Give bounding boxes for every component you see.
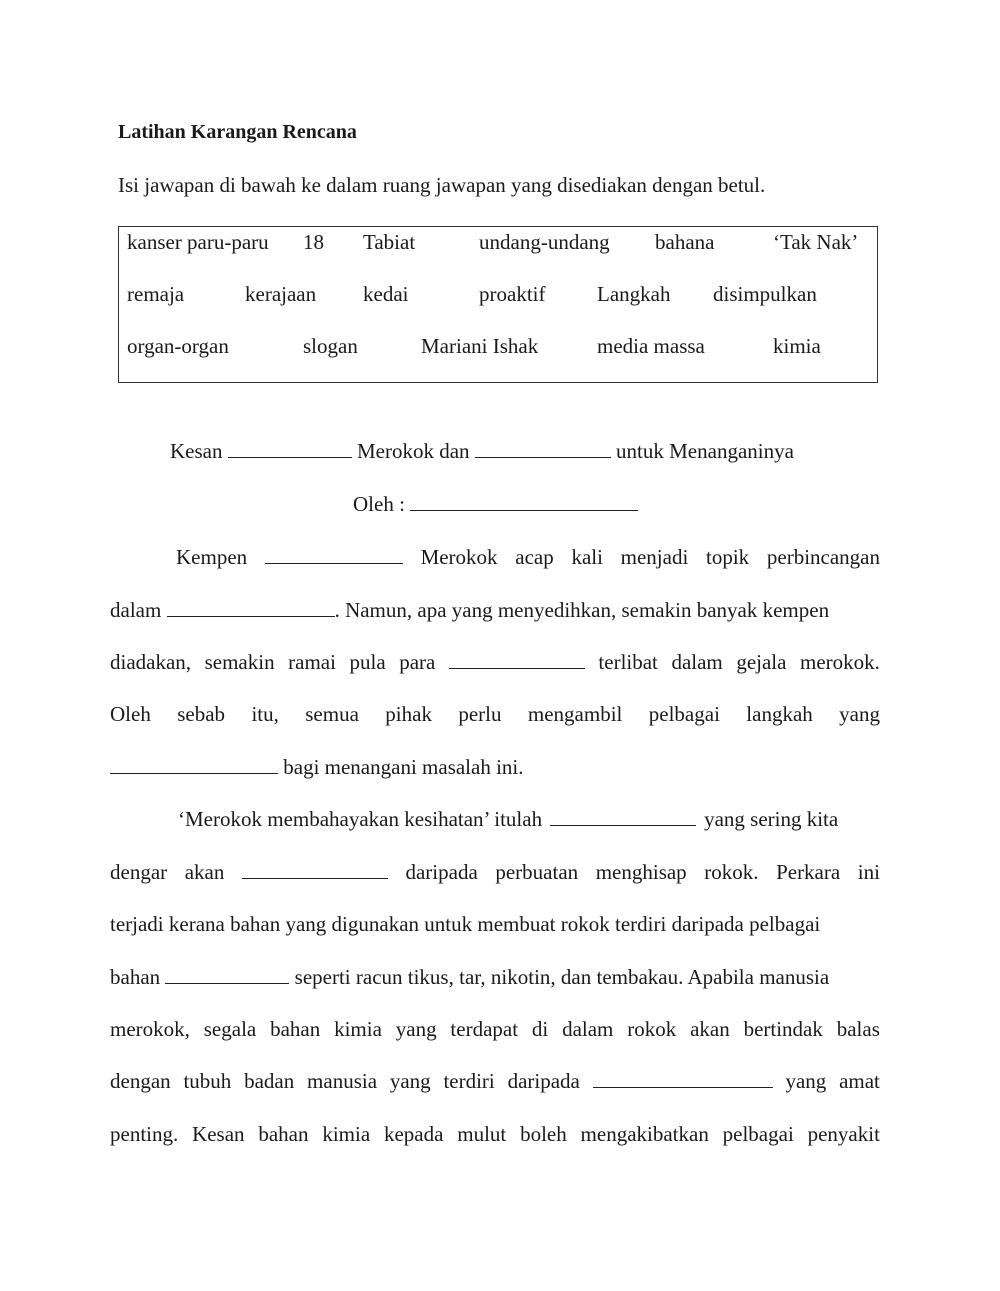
text-word: tubuh xyxy=(183,1069,232,1093)
text-word: amat xyxy=(839,1069,880,1093)
text-word: yang xyxy=(839,702,880,726)
text-word: penting. xyxy=(110,1122,179,1146)
word-option[interactable]: slogan xyxy=(303,334,358,358)
text-word: acap xyxy=(515,545,554,569)
text-word: perbuatan xyxy=(495,860,579,884)
text-segment: bahan xyxy=(110,965,161,989)
paragraph-line xyxy=(110,597,829,623)
text-word: kimia xyxy=(322,1122,371,1146)
paragraph-line xyxy=(176,544,880,570)
paragraph-line xyxy=(110,859,880,885)
word-bank-box xyxy=(118,226,878,383)
text-word: merokok, xyxy=(110,1017,190,1041)
text-word: ramai xyxy=(288,650,336,674)
word-option[interactable]: 18 xyxy=(303,230,324,254)
text-word: merokok. xyxy=(800,650,880,674)
text-word: pula xyxy=(349,650,386,674)
text-word: ini xyxy=(857,860,880,884)
answer-blank[interactable] xyxy=(265,544,403,564)
word-option[interactable]: kedai xyxy=(363,282,409,306)
text-word: Oleh xyxy=(110,702,151,726)
word-option[interactable]: remaja xyxy=(127,282,185,306)
text-segment: terjadi kerana bahan yang digunakan untuk membuat rokok terdiri daripada pelbagai xyxy=(110,912,821,936)
word-option[interactable]: kerajaan xyxy=(245,282,317,306)
text-word: langkah xyxy=(746,702,813,726)
text-word: kepada xyxy=(383,1122,444,1146)
text-word: sebab xyxy=(177,702,226,726)
text-word: boleh xyxy=(520,1122,567,1146)
essay-heading xyxy=(170,438,794,464)
paragraph-line xyxy=(110,649,880,675)
answer-blank[interactable] xyxy=(228,438,352,458)
text-word: mengakibatkan xyxy=(580,1122,709,1146)
answer-blank[interactable] xyxy=(550,806,696,826)
text-word: dalam xyxy=(671,650,723,674)
answer-blank[interactable] xyxy=(449,649,585,669)
word-option[interactable]: kanser paru-paru xyxy=(127,230,269,254)
word-option[interactable]: ‘Tak Nak’ xyxy=(773,230,859,254)
text-word: di xyxy=(531,1017,549,1041)
word-option[interactable]: Tabiat xyxy=(363,230,416,254)
worksheet-title: Latihan Karangan Rencana xyxy=(118,121,357,143)
text-word: gejala xyxy=(736,650,787,674)
text-segment: dalam xyxy=(110,598,162,622)
paragraph-line xyxy=(110,911,820,937)
word-option[interactable]: undang-undang xyxy=(479,230,610,254)
text-word: akan xyxy=(184,860,225,884)
text-word: manusia xyxy=(307,1069,378,1093)
heading-text: Merokok dan xyxy=(356,439,470,463)
text-word: semua xyxy=(305,702,359,726)
text-word: dalam xyxy=(562,1017,614,1041)
text-word: rokok xyxy=(627,1017,677,1041)
paragraph-line xyxy=(110,701,880,727)
paragraph-line xyxy=(110,964,829,990)
text-word: dengar xyxy=(110,860,168,884)
word-option[interactable]: organ-organ xyxy=(127,334,229,358)
text-word: topik xyxy=(706,545,750,569)
paragraph-line xyxy=(178,806,880,832)
text-word: mengambil xyxy=(527,702,623,726)
answer-blank[interactable] xyxy=(242,859,388,879)
answer-blank[interactable] xyxy=(165,964,289,984)
text-word: semakin xyxy=(204,650,275,674)
text-segment: yang sering kita xyxy=(704,807,839,831)
heading-text: Kesan xyxy=(170,439,223,463)
text-word: kali xyxy=(571,545,603,569)
paragraph-line xyxy=(110,1068,880,1094)
text-word: menjadi xyxy=(620,545,689,569)
text-word: diadakan, xyxy=(110,650,192,674)
text-word: bahan xyxy=(258,1122,309,1146)
text-word: Merokok xyxy=(420,545,498,569)
text-word: itu, xyxy=(251,702,279,726)
text-word: yang xyxy=(395,1017,437,1041)
word-option[interactable]: proaktif xyxy=(479,282,546,306)
text-word: penyakit xyxy=(807,1122,880,1146)
text-word: pihak xyxy=(385,702,432,726)
text-word: perbincangan xyxy=(766,545,880,569)
text-word: terlibat xyxy=(598,650,658,674)
text-word: terdapat xyxy=(450,1017,519,1041)
text-word: para xyxy=(399,650,436,674)
answer-blank[interactable] xyxy=(410,491,638,511)
text-word: Kempen xyxy=(176,545,248,569)
answer-blank[interactable] xyxy=(167,597,335,617)
text-word: akan xyxy=(690,1017,730,1041)
word-option[interactable]: media massa xyxy=(597,334,705,358)
word-option[interactable]: disimpulkan xyxy=(713,282,817,306)
paragraph-line xyxy=(110,1016,880,1042)
answer-blank[interactable] xyxy=(475,438,611,458)
answer-blank[interactable] xyxy=(593,1068,773,1088)
byline-label: Oleh : xyxy=(353,492,405,516)
text-word: pelbagai xyxy=(722,1122,794,1146)
text-word: badan xyxy=(244,1069,295,1093)
text-word: mulut xyxy=(457,1122,507,1146)
heading-text: untuk Menanganinya xyxy=(616,439,794,463)
text-word: segala xyxy=(203,1017,257,1041)
text-word: bahan xyxy=(270,1017,321,1041)
text-segment: . Namun, apa yang menyedihkan, semakin banyak kempen xyxy=(334,598,830,622)
text-word: rokok. xyxy=(704,860,759,884)
text-word: yang xyxy=(785,1069,827,1093)
word-option[interactable]: Langkah xyxy=(597,282,671,306)
text-word: Perkara xyxy=(776,860,841,884)
text-word: pelbagai xyxy=(648,702,720,726)
text-segment: seperti racun tikus, tar, nikotin, dan tembakau. Apabila manusia xyxy=(294,965,830,989)
text-segment: bagi menangani masalah ini. xyxy=(283,755,524,779)
text-word: daripada xyxy=(507,1069,580,1093)
text-word: menghisap xyxy=(595,860,687,884)
text-word: terdiri xyxy=(443,1069,495,1093)
text-word: balas xyxy=(836,1017,880,1041)
text-word: bertindak xyxy=(743,1017,823,1041)
text-segment: ‘Merokok membahayakan kesihatan’ itulah xyxy=(178,807,543,831)
paragraph-line xyxy=(110,754,524,780)
byline xyxy=(353,491,638,517)
word-option[interactable]: kimia xyxy=(773,334,821,358)
answer-blank[interactable] xyxy=(110,754,278,774)
instruction-text: Isi jawapan di bawah ke dalam ruang jawapan yang disediakan dengan betul. xyxy=(118,173,766,197)
paragraph-line xyxy=(110,1121,880,1147)
word-option[interactable]: Mariani Ishak xyxy=(421,334,539,358)
text-word: daripada xyxy=(405,860,478,884)
text-word: Kesan xyxy=(192,1122,245,1146)
text-word: perlu xyxy=(458,702,502,726)
word-option[interactable]: bahana xyxy=(655,230,715,254)
text-word: kimia xyxy=(334,1017,382,1041)
text-word: yang xyxy=(389,1069,431,1093)
text-word: dengan xyxy=(110,1069,171,1093)
